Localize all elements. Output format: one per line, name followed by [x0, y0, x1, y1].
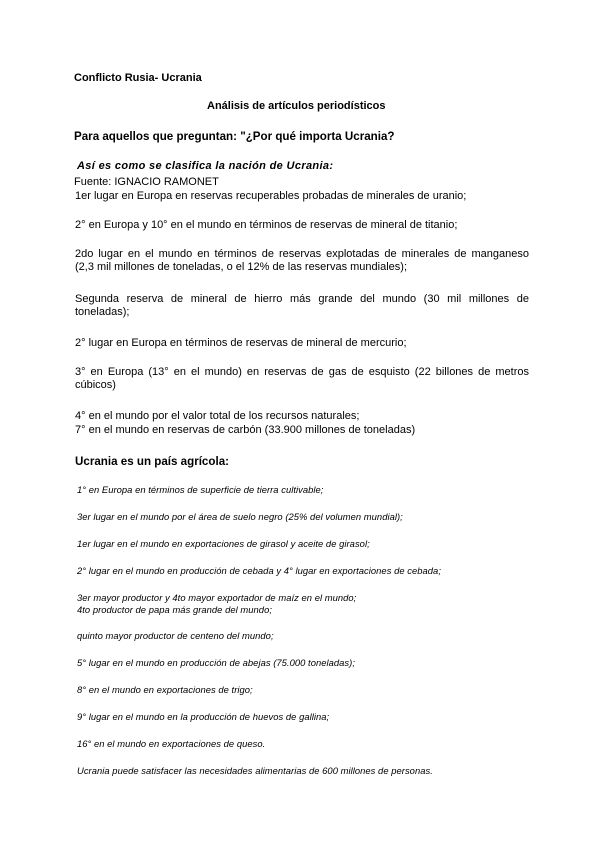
- ranking-item: toneladas);: [75, 306, 130, 318]
- agriculture-item: 3er lugar en el mundo por el área de suelo negro (25% del volumen mundial);: [77, 511, 403, 522]
- section-heading-classification: Así es como se clasifica la nación de Ucrania:: [77, 160, 334, 172]
- ranking-item-paragraph: [75, 248, 529, 274]
- ranking-item: 3° en Europa (13° en el mundo) en reservas de gas de esquisto (22 billones de metros: [75, 366, 529, 378]
- agriculture-item: 1° en Europa en términos de superficie de tierra cultivable;: [77, 484, 324, 495]
- ranking-item: 1er lugar en Europa en reservas recuperables probadas de minerales de uranio;: [75, 190, 467, 202]
- section-heading-agriculture: Ucrania es un país agrícola:: [75, 455, 229, 468]
- ranking-item: 2do lugar en el mundo en términos de reservas explotadas de minerales de manganeso: [75, 248, 529, 260]
- ranking-item: cúbicos): [75, 379, 116, 391]
- agriculture-item: 2° lugar en el mundo en producción de cebada y 4° lugar en exportaciones de cebada;: [77, 565, 441, 576]
- agriculture-item: quinto mayor productor de centeno del mundo;: [77, 630, 274, 641]
- agriculture-item: 8° en el mundo en exportaciones de trigo;: [77, 684, 253, 695]
- agriculture-item: 3er mayor productor y 4to mayor exportador de maíz en el mundo;: [77, 592, 357, 603]
- document-header: Conflicto Rusia- Ucrania: [74, 72, 202, 84]
- ranking-item-paragraph: [75, 366, 529, 392]
- ranking-item: 2° en Europa y 10° en el mundo en términos de reservas de mineral de titanio;: [75, 219, 458, 231]
- ranking-item: (2,3 mil millones de toneladas, o el 12% de las reservas mundiales);: [75, 261, 407, 273]
- agriculture-item: 9° lugar en el mundo en la producción de huevos de gallina;: [77, 711, 330, 722]
- ranking-item: 4° en el mundo por el valor total de los recursos naturales;: [75, 410, 360, 422]
- ranking-item: Segunda reserva de mineral de hierro más grande del mundo (30 mil millones de: [75, 293, 529, 305]
- agriculture-item: 5° lugar en el mundo en producción de abejas (75.000 toneladas);: [77, 657, 355, 668]
- question-heading: Para aquellos que preguntan: "¿Por qué importa Ucrania?: [74, 130, 395, 143]
- ranking-item: 7° en el mundo en reservas de carbón (33.900 millones de toneladas): [75, 424, 416, 436]
- agriculture-item: Ucrania puede satisfacer las necesidades alimentarias de 600 millones de personas.: [77, 765, 433, 776]
- agriculture-item: 1er lugar en el mundo en exportaciones de girasol y aceite de girasol;: [77, 538, 370, 549]
- ranking-item: 2° lugar en Europa en términos de reservas de mineral de mercurio;: [75, 337, 407, 349]
- document-subtitle: Análisis de artículos periodísticos: [207, 100, 386, 112]
- ranking-item-paragraph: [75, 293, 529, 319]
- source-line: Fuente: IGNACIO RAMONET: [74, 176, 219, 188]
- agriculture-item: 16° en el mundo en exportaciones de queso.: [77, 738, 266, 749]
- agriculture-item: 4to productor de papa más grande del mundo;: [77, 604, 272, 615]
